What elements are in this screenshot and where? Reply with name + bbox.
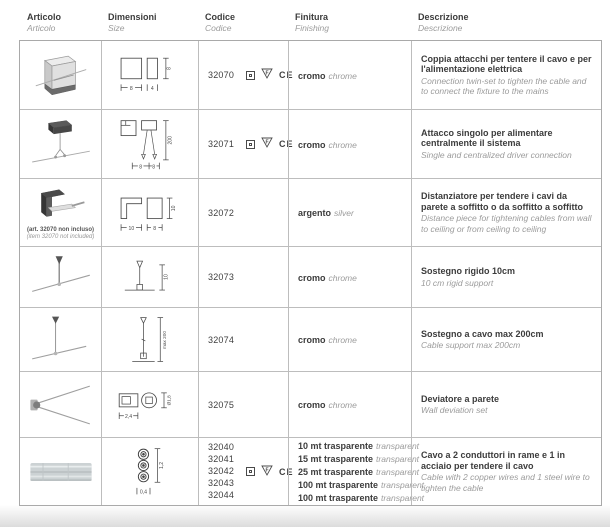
product-code-list [208,442,234,501]
svg-text:10: 10 [128,225,135,232]
code-cell [198,308,288,371]
product-code: 32075 [208,399,235,410]
finish-it: 100 mt trasparente [298,480,379,490]
article-photo-central-driver [25,115,97,173]
dimensions-cell [101,438,198,505]
svg-text:1,2: 1,2 [159,461,166,469]
dimensions-cell [101,372,198,437]
cert-icons [246,135,294,153]
description-it: Distanziatore per tendere i cavi da parete a soffitto o da soffitto a soffitto [421,191,583,212]
finish-en: transparent [381,493,425,503]
table-row [20,437,601,505]
header-articolo [19,12,100,33]
description-en: Cable with 2 copper wires and 1 steel wire to tighten the cable [421,472,590,493]
finish-cell [288,372,411,437]
ce-mark-icon: CE [279,70,294,80]
product-code: 32070 [208,70,235,80]
table-row [20,371,601,437]
svg-text:max 200: max 200 [161,330,167,349]
description-cell [411,247,603,307]
description-cell [411,179,603,246]
class-ii-insulation-icon [246,467,255,476]
svg-text:200: 200 [167,135,174,145]
f-triangle-icon [261,463,273,481]
description-en: Connection twin-set to tighten the cable and to connect the fixture to the mains [421,75,587,96]
article-cell [20,372,101,437]
finish-it: cromo [298,70,326,81]
header-codice [197,12,287,33]
finish-cell [288,438,425,505]
dimensions-cell [101,308,198,371]
svg-text:0,4: 0,4 [139,488,148,495]
description-en: Wall deviation set [421,405,488,415]
code-cell [198,41,294,109]
product-code: 32041 [208,454,235,464]
article-photo-cable-support [25,312,97,368]
dimensions-cell [101,247,198,307]
description-it: Sostegno rigido 10cm [421,266,516,276]
description-cell [411,308,603,371]
svg-text:F: F [265,139,269,146]
finish-en: transparent [376,441,420,451]
finish-it: cromo [298,272,326,283]
description-en: Single and centralized driver connection [421,149,572,160]
description-it: Sostegno a cavo max 200cm [421,328,544,339]
description-en: Distance piece for tightening cables from wall to ceiling or from ceiling to ceiling [421,213,592,234]
finish-en: transparent [376,467,420,477]
dimensions-cell [101,41,198,109]
finish-cell [288,41,411,109]
finish-it: 100 mt trasparente [298,493,379,503]
ce-mark-icon: CE [279,466,294,477]
finish-it: argento [298,208,332,218]
table-row [20,307,601,371]
description-cell [411,41,603,109]
article-cell [20,247,101,307]
f-triangle-icon [261,66,273,84]
header-dimensioni [100,12,197,33]
finish-it: 25 mt trasparente [298,467,374,477]
cert-icons [246,66,294,84]
product-code: 32043 [208,478,235,488]
finish-en: transparent [381,480,425,490]
class-ii-insulation-icon [246,71,255,80]
description-en: 10 cm rigid support [421,277,494,288]
svg-text:10: 10 [163,274,170,280]
finish-cell [288,110,411,178]
article-note [27,227,95,241]
svg-text:8: 8 [153,225,157,232]
finish-cell [288,308,411,371]
dimension-diagram [108,252,192,302]
article-note-it: (art. 32070 non incluso) [26,227,95,233]
description-it: Cavo a 2 conduttori in rame e 1 in acciaio per tendere il cavo [421,450,566,471]
description-cell [411,438,603,505]
header-descrizione-en: Descrizione [418,23,463,33]
svg-text:8: 8 [166,67,173,70]
code-cell [198,438,294,505]
finish-en: chrome [328,335,357,345]
code-cell [198,372,288,437]
table-row [20,41,601,109]
code-cell [198,179,288,246]
description-it: Deviatore a parete [421,393,500,404]
header-finitura-it: Finitura [295,12,328,22]
dimension-diagram [108,113,192,175]
finish-en: transparent [376,454,420,464]
dimension-diagram [108,49,192,101]
dimension-diagram [108,381,192,429]
svg-text:2,4: 2,4 [124,413,133,420]
product-code: 32072 [208,207,235,218]
table-row [20,109,601,178]
finish-it: 15 mt trasparente [298,454,374,464]
description-cell [411,110,603,178]
product-table [19,40,602,506]
finish-en: chrome [328,70,357,81]
description-cell [411,372,603,437]
finish-cell [288,247,411,307]
svg-text:Ø1,8: Ø1,8 [166,394,172,405]
header-dimensioni-it: Dimensioni [108,12,157,22]
finish-en: chrome [328,400,357,410]
svg-text:10: 10 [171,204,178,211]
finish-en: chrome [328,139,357,150]
code-cell [198,247,288,307]
dimension-diagram [108,310,192,370]
finish-it: cromo [298,400,326,410]
finish-en: chrome [328,272,357,283]
header-articolo-it: Articolo [27,12,62,22]
dimensions-cell [101,179,198,246]
header-finitura-en: Finishing [295,23,330,33]
product-code: 32074 [208,334,235,345]
header-dimensioni-en: Size [108,23,125,33]
article-cell [20,110,101,178]
dimensions-cell [101,110,198,178]
header-finitura [287,12,410,33]
product-code: 32071 [208,139,235,149]
dimension-diagram [108,187,192,239]
finish-en: silver [334,208,354,218]
article-photo-twin-connector [25,48,97,102]
article-photo-wall-deviator [25,377,97,433]
product-code: 32044 [208,490,235,500]
article-cell [20,308,101,371]
ce-mark-icon: CE [279,139,294,149]
svg-text:F: F [265,467,269,474]
class-ii-insulation-icon [246,140,255,149]
article-cell [20,438,101,505]
svg-text:4: 4 [150,85,154,92]
finish-it: cromo [298,335,326,345]
header-descrizione-it: Descrizione [418,12,469,22]
svg-text:F: F [265,70,269,77]
table-header [19,12,602,33]
article-photo-distance-piece [25,184,97,226]
description-it: Coppia attacchi per tentere il cavo e per l'alimentazione elettrica [421,53,592,74]
f-triangle-icon [261,135,273,153]
header-codice-en: Codice [205,23,232,33]
svg-text:8: 8 [139,164,143,171]
table-row [20,246,601,307]
cert-icons [246,463,294,481]
article-cell [20,179,101,246]
article-cell [20,41,101,109]
product-code: 32073 [208,272,235,282]
finish-it: cromo [298,139,326,150]
finish-cell [288,179,411,246]
table-row [20,178,601,246]
header-descrizione [410,12,602,33]
article-photo-rigid-support [25,251,97,303]
svg-text:8: 8 [152,164,156,171]
description-en: Cable support max 200cm [421,340,521,350]
finish-it: 10 mt trasparente [298,441,374,451]
description-it: Attacco singolo per alimentare centralmente il sistema [421,127,553,149]
page-edge-shadow [0,505,610,527]
article-note-en: (item 32070 not included) [26,234,95,240]
code-cell [198,110,294,178]
article-photo-cable [25,452,97,492]
product-code: 32042 [208,466,235,476]
header-codice-it: Codice [205,12,236,22]
header-articolo-en: Articolo [27,23,56,33]
svg-text:8: 8 [129,85,133,92]
dimension-diagram [108,441,192,503]
product-code: 32040 [208,442,235,452]
